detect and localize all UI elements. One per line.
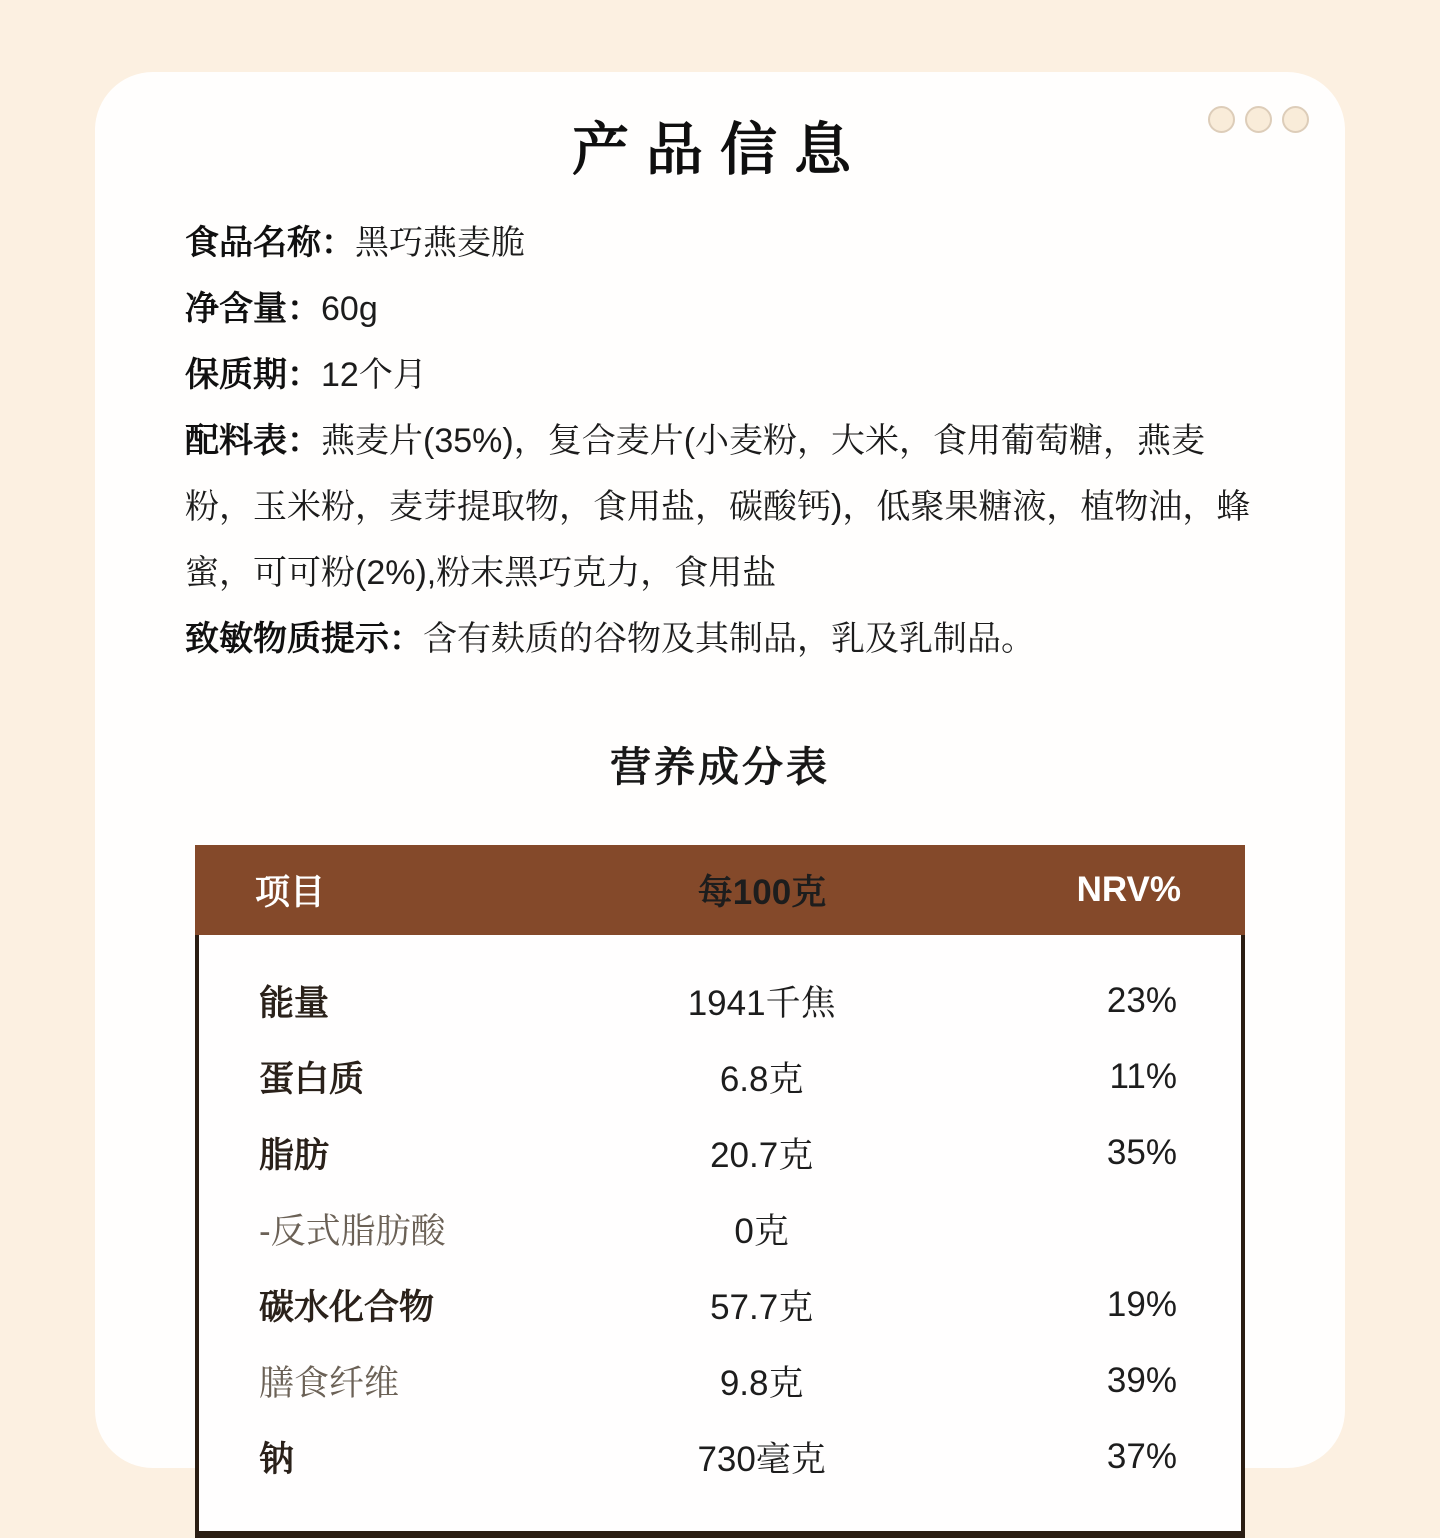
window-dot-icon: [1282, 106, 1309, 133]
row-nrv: 37%: [1106, 1437, 1177, 1476]
nutrition-table-body: [195, 935, 1245, 1538]
row-nrv: 39%: [1106, 1361, 1177, 1400]
field-ingredients: [185, 408, 1255, 606]
row-nrv: 35%: [1106, 1133, 1177, 1172]
table-row-energy: [199, 963, 1241, 1039]
row-name: 碳水化合物: [259, 1288, 435, 1327]
table-row-dietary-fiber: [199, 1343, 1241, 1419]
product-info-section: [185, 210, 1255, 672]
field-allergen-value: 含有麸质的谷物及其制品，乳及乳制品。: [423, 620, 1035, 658]
field-net-weight-value: 60g: [321, 290, 378, 328]
row-name: 脂肪: [259, 1136, 330, 1175]
field-net-weight: [185, 276, 1255, 342]
row-name: 膳食纤维: [259, 1364, 400, 1403]
row-per100g: 6.8克: [719, 1060, 804, 1099]
window-dots: [1208, 106, 1309, 133]
field-ingredients-label: 配料表：: [185, 422, 321, 460]
table-row-sodium: [199, 1419, 1241, 1495]
field-allergen: [185, 606, 1255, 672]
window-dot-icon: [1208, 106, 1235, 133]
field-allergen-label: 致敏物质提示：: [185, 620, 423, 658]
field-shelf-life: [185, 342, 1255, 408]
field-ingredients-value: 燕麦片(35%)，复合麦片(小麦粉，大米，食用葡萄糖，燕麦粉，玉米粉，麦芽提取物，食用盐，碳酸钙)，低聚果糖液，植物油，蜂蜜，可可粉(2%),粉末黑巧克力，食用盐: [185, 422, 1251, 592]
row-name: 钠: [259, 1440, 295, 1479]
row-nrv: 19%: [1106, 1285, 1177, 1324]
product-info-card: [95, 72, 1345, 1479]
row-name: 能量: [259, 984, 330, 1023]
table-row-trans-fat: [199, 1191, 1241, 1267]
row-per100g: 20.7克: [710, 1136, 814, 1175]
row-per100g: 730毫克: [697, 1440, 826, 1479]
field-shelf-life-value: 12个月: [321, 356, 427, 394]
window-dot-icon: [1245, 106, 1272, 133]
field-food-name-value: 黑巧燕麦脆: [355, 224, 525, 262]
row-per100g: 1941千焦: [687, 984, 836, 1023]
header-item: 项目: [255, 873, 326, 912]
nutrition-table: [195, 845, 1245, 1538]
header-nrv: NRV%: [1076, 870, 1181, 909]
field-net-weight-label: 净含量：: [185, 290, 321, 328]
header-per-100g: 每100克: [697, 873, 827, 912]
nutrition-table-header: [195, 845, 1245, 935]
nutrition-table-title: 营养成分表: [610, 744, 830, 790]
row-name: -反式脂肪酸: [259, 1212, 446, 1251]
field-food-name: [185, 210, 1255, 276]
table-row-carbohydrate: [199, 1267, 1241, 1343]
row-per100g: 9.8克: [719, 1364, 804, 1403]
field-shelf-life-label: 保质期：: [185, 356, 321, 394]
row-nrv: 23%: [1106, 981, 1177, 1020]
row-name: 蛋白质: [259, 1060, 365, 1099]
page-title: 产品信息: [572, 118, 868, 182]
row-per100g: 57.7克: [710, 1288, 814, 1327]
table-row-protein: [199, 1039, 1241, 1115]
table-row-fat: [199, 1115, 1241, 1191]
row-nrv: 11%: [1109, 1057, 1177, 1096]
field-food-name-label: 食品名称：: [185, 224, 355, 262]
row-per100g: 0克: [734, 1212, 789, 1251]
